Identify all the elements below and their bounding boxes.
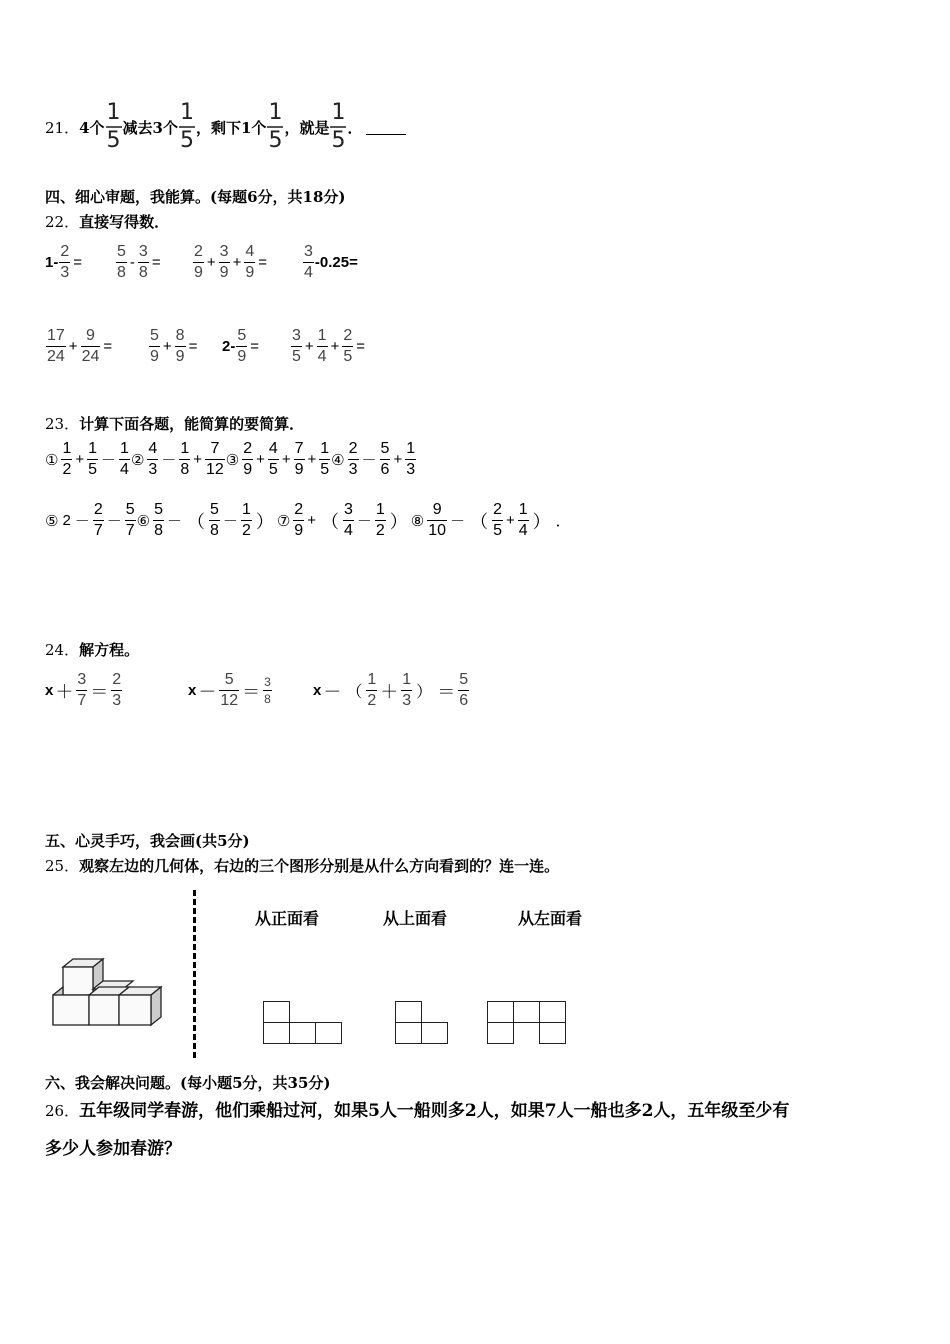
view-label-left: 从左面看 xyxy=(518,909,583,928)
q25-heading xyxy=(45,855,559,876)
fraction: $\frac{1}{3}$ xyxy=(406,440,416,478)
fraction: $\frac{8}{9}$ xyxy=(175,327,185,365)
answer-blank[interactable] xyxy=(366,120,406,135)
fraction: $\frac{4}{5}$ xyxy=(268,440,278,478)
operator: - xyxy=(129,254,135,271)
q22-expr-1 xyxy=(45,244,84,281)
operator: ＋ xyxy=(380,681,399,702)
q21-text: 3个 xyxy=(152,118,178,137)
cube-solid-figure xyxy=(45,955,170,1033)
item-marker: ⑥ xyxy=(136,512,151,530)
fraction: $\frac{2}{5}$ xyxy=(493,501,502,539)
operator: + xyxy=(68,338,78,355)
q22-expr-2 xyxy=(115,244,163,281)
fraction: $\frac{5}{8}$ xyxy=(210,501,219,539)
operator: + xyxy=(330,338,340,355)
fraction: $\frac{5}{8}$ xyxy=(154,501,163,539)
fraction: $\frac{1}{3}$ xyxy=(402,671,412,709)
paren: （ xyxy=(346,684,363,701)
grid-cell xyxy=(395,1022,422,1044)
operator: + xyxy=(393,451,403,468)
q23-number: 23． xyxy=(45,415,80,433)
item-marker: ④ xyxy=(331,451,345,469)
q22-expr-3 xyxy=(192,244,269,281)
section-5-title: 五、心灵手巧，我会画(共5分) xyxy=(45,832,250,850)
fraction: $\frac{3}{5}$ xyxy=(292,327,301,365)
fraction: $\frac{3}{8}$ xyxy=(138,243,148,281)
fraction: $\frac{2}{3}$ xyxy=(60,243,70,281)
q22-heading xyxy=(45,211,169,232)
operator: + xyxy=(505,512,515,529)
q25-title: 观察左边的几何体，右边的三个图形分别是从什么方向看到的？连一连。 xyxy=(79,857,560,875)
fraction: $\frac{2}{9}$ xyxy=(243,440,253,478)
expr-text: = xyxy=(151,254,161,271)
operator: + xyxy=(206,254,216,271)
fraction: $\frac{5}{6}$ xyxy=(380,440,390,478)
fraction: $\frac{3}{4}$ xyxy=(343,501,353,539)
operator: + xyxy=(193,451,202,468)
grid-cell xyxy=(263,1001,290,1023)
operator: － xyxy=(323,681,342,702)
expr-text: 2 xyxy=(62,512,71,529)
fraction: $\frac{5}{9}$ xyxy=(237,327,247,365)
expr-text: 2- xyxy=(222,338,236,355)
fraction: $\frac{4}{9}$ xyxy=(245,243,255,281)
item-marker: ⑤ xyxy=(45,512,59,530)
fraction: $\frac{1}{5}$ xyxy=(88,440,98,478)
fraction: $\frac{1}{5}$ xyxy=(268,100,283,153)
paren: ） xyxy=(255,511,274,532)
q24-number: 24． xyxy=(45,641,80,659)
q22-expr-5 xyxy=(45,328,114,365)
fraction: $\frac{2}{9}$ xyxy=(294,501,304,539)
expr-text: 1- xyxy=(45,254,59,271)
grid-cell xyxy=(513,1001,540,1023)
item-marker: ⑧ xyxy=(410,512,425,530)
fraction: $\frac{1}{8}$ xyxy=(180,440,190,478)
fraction: $\frac{9}{10}$ xyxy=(428,501,447,539)
expr-text: = xyxy=(250,338,260,355)
view-label-top: 从上面看 xyxy=(383,909,448,928)
operator: + xyxy=(307,451,317,468)
q21-text: 1个 xyxy=(241,118,267,137)
variable: x xyxy=(45,682,54,699)
grid-cell xyxy=(289,1022,316,1044)
expr-text: ． xyxy=(555,513,571,530)
q26-text: 五年级同学春游，他们乘船过河，如果5人一船则多2人，如果7人一船也多2人，五年级至少有 xyxy=(79,1101,790,1121)
grid-cell xyxy=(395,1001,422,1023)
grid-cell xyxy=(487,1001,514,1023)
q24-equation-1 xyxy=(45,672,123,709)
expr-text: -0.25= xyxy=(314,254,358,271)
fraction: $\frac{2}{5}$ xyxy=(343,327,353,365)
item-marker: ③ xyxy=(225,451,240,469)
expr-text: = xyxy=(73,254,83,271)
fraction: $\frac{17}{24}$ xyxy=(47,327,65,365)
divider xyxy=(193,890,196,1058)
fraction: $\frac{7}{12}$ xyxy=(206,440,224,478)
q22-expr-6 xyxy=(148,328,199,365)
fraction: $\frac{3}{8}$ xyxy=(264,675,271,706)
q23-title: 计算下面各题，能简算的要简算． xyxy=(79,415,305,433)
fraction: $\frac{4}{3}$ xyxy=(148,440,158,478)
section-4-title: 四、细心审题，我能算。(每题6分，共18分) xyxy=(45,188,346,206)
grid-cell xyxy=(539,1001,566,1023)
fraction: $\frac{2}{3}$ xyxy=(348,440,358,478)
fraction: $\frac{1}{5}$ xyxy=(320,440,330,478)
operator: － xyxy=(101,452,117,469)
grid-cell xyxy=(263,1022,290,1044)
operator: － xyxy=(198,681,217,702)
item-marker: ① xyxy=(45,451,59,469)
fraction: $\frac{1}{2}$ xyxy=(62,440,72,478)
q21-text: ． xyxy=(347,118,363,137)
q26-line-1 xyxy=(45,1096,789,1121)
section-6-title: 六、我会解决问题。(每小题5分，共35分) xyxy=(45,1074,331,1092)
fraction: $\frac{5}{9}$ xyxy=(150,327,159,365)
q21-number: 21． xyxy=(45,118,80,137)
operator: ＝ xyxy=(242,681,261,702)
fraction: $\frac{7}{9}$ xyxy=(294,440,304,478)
q24-heading xyxy=(45,639,139,660)
operator: ＋ xyxy=(55,681,74,702)
fraction: $\frac{5}{12}$ xyxy=(220,671,239,709)
grid-cell xyxy=(487,1022,514,1044)
variable: x xyxy=(188,682,197,699)
paren: ） xyxy=(532,511,551,532)
fraction: $\frac{1}{2}$ xyxy=(367,671,377,709)
operator: + xyxy=(75,451,85,468)
operator: + xyxy=(162,338,172,355)
q21-text: ，就是 xyxy=(284,118,330,137)
fraction: $\frac{9}{24}$ xyxy=(81,327,100,365)
q24-title: 解方程。 xyxy=(79,641,140,659)
paren: （ xyxy=(470,511,489,532)
operator: + xyxy=(232,254,242,271)
fraction: $\frac{3}{4}$ xyxy=(304,243,313,281)
q24-equation-2 xyxy=(188,672,273,709)
fraction: $\frac{2}{3}$ xyxy=(112,671,122,709)
paren: ） xyxy=(416,684,433,701)
fraction: $\frac{1}{5}$ xyxy=(331,100,346,153)
q26-number: 26． xyxy=(45,1102,80,1120)
fraction: $\frac{5}{8}$ xyxy=(117,243,126,281)
fraction: $\frac{1}{4}$ xyxy=(120,440,129,478)
fraction: $\frac{1}{2}$ xyxy=(375,501,385,539)
q24-equation-3 xyxy=(313,672,470,709)
paren: （ xyxy=(187,511,206,532)
q22-expr-8 xyxy=(290,328,367,365)
q23-row-1 xyxy=(45,441,417,478)
q23-row-2 xyxy=(45,502,573,539)
operator: － xyxy=(74,513,90,530)
grid-cell xyxy=(421,1022,448,1044)
operator: － xyxy=(450,513,466,530)
expr-text: = xyxy=(258,254,268,271)
q21-text: 4个 xyxy=(79,118,105,137)
fraction: $\frac{2}{7}$ xyxy=(93,501,103,539)
q22-expr-4 xyxy=(302,244,358,281)
fraction: $\frac{3}{7}$ xyxy=(77,671,87,709)
operator: － xyxy=(222,513,238,530)
fraction: $\frac{1}{4}$ xyxy=(518,501,528,539)
expr-text: = xyxy=(103,338,113,355)
fraction: $\frac{5}{7}$ xyxy=(125,501,135,539)
q22-number: 22． xyxy=(45,213,80,231)
operator: － xyxy=(167,513,183,530)
q22-expr-7 xyxy=(222,328,261,365)
fraction: $\frac{1}{5}$ xyxy=(106,100,121,153)
q25-number: 25． xyxy=(45,857,80,875)
q21 xyxy=(45,102,406,152)
fraction: $\frac{5}{6}$ xyxy=(459,671,469,709)
item-marker: ② xyxy=(130,451,145,469)
paren: ） xyxy=(389,511,408,532)
operator: － xyxy=(106,513,122,530)
grid-cell xyxy=(539,1022,566,1044)
fraction: $\frac{3}{9}$ xyxy=(219,243,229,281)
fraction: $\frac{1}{5}$ xyxy=(179,100,194,153)
fraction: $\frac{1}{2}$ xyxy=(241,501,251,539)
operator: ＝ xyxy=(437,681,456,702)
operator: + xyxy=(256,451,265,468)
operator: + xyxy=(281,451,291,468)
paren: （ xyxy=(320,511,339,532)
q21-text: ，剩下 xyxy=(195,118,241,137)
q23-heading xyxy=(45,413,304,434)
operator: + xyxy=(304,338,314,355)
q22-title: 直接写得数． xyxy=(79,213,170,231)
q21-text: 减去 xyxy=(122,118,153,137)
operator: － xyxy=(356,513,372,530)
operator: － xyxy=(161,452,177,469)
operator: ＝ xyxy=(90,681,109,702)
grid-cell xyxy=(315,1022,342,1044)
expr-text: = xyxy=(188,338,198,355)
operator: + xyxy=(307,512,316,529)
q26-line-2: 多少人参加春游？ xyxy=(45,1139,181,1159)
expr-text: = xyxy=(356,338,366,355)
fraction: $\frac{2}{9}$ xyxy=(194,243,203,281)
item-marker: ⑦ xyxy=(276,512,291,530)
variable: x xyxy=(313,682,322,699)
operator: － xyxy=(361,452,377,469)
view-label-front: 从正面看 xyxy=(255,909,320,928)
fraction: $\frac{1}{4}$ xyxy=(317,327,327,365)
